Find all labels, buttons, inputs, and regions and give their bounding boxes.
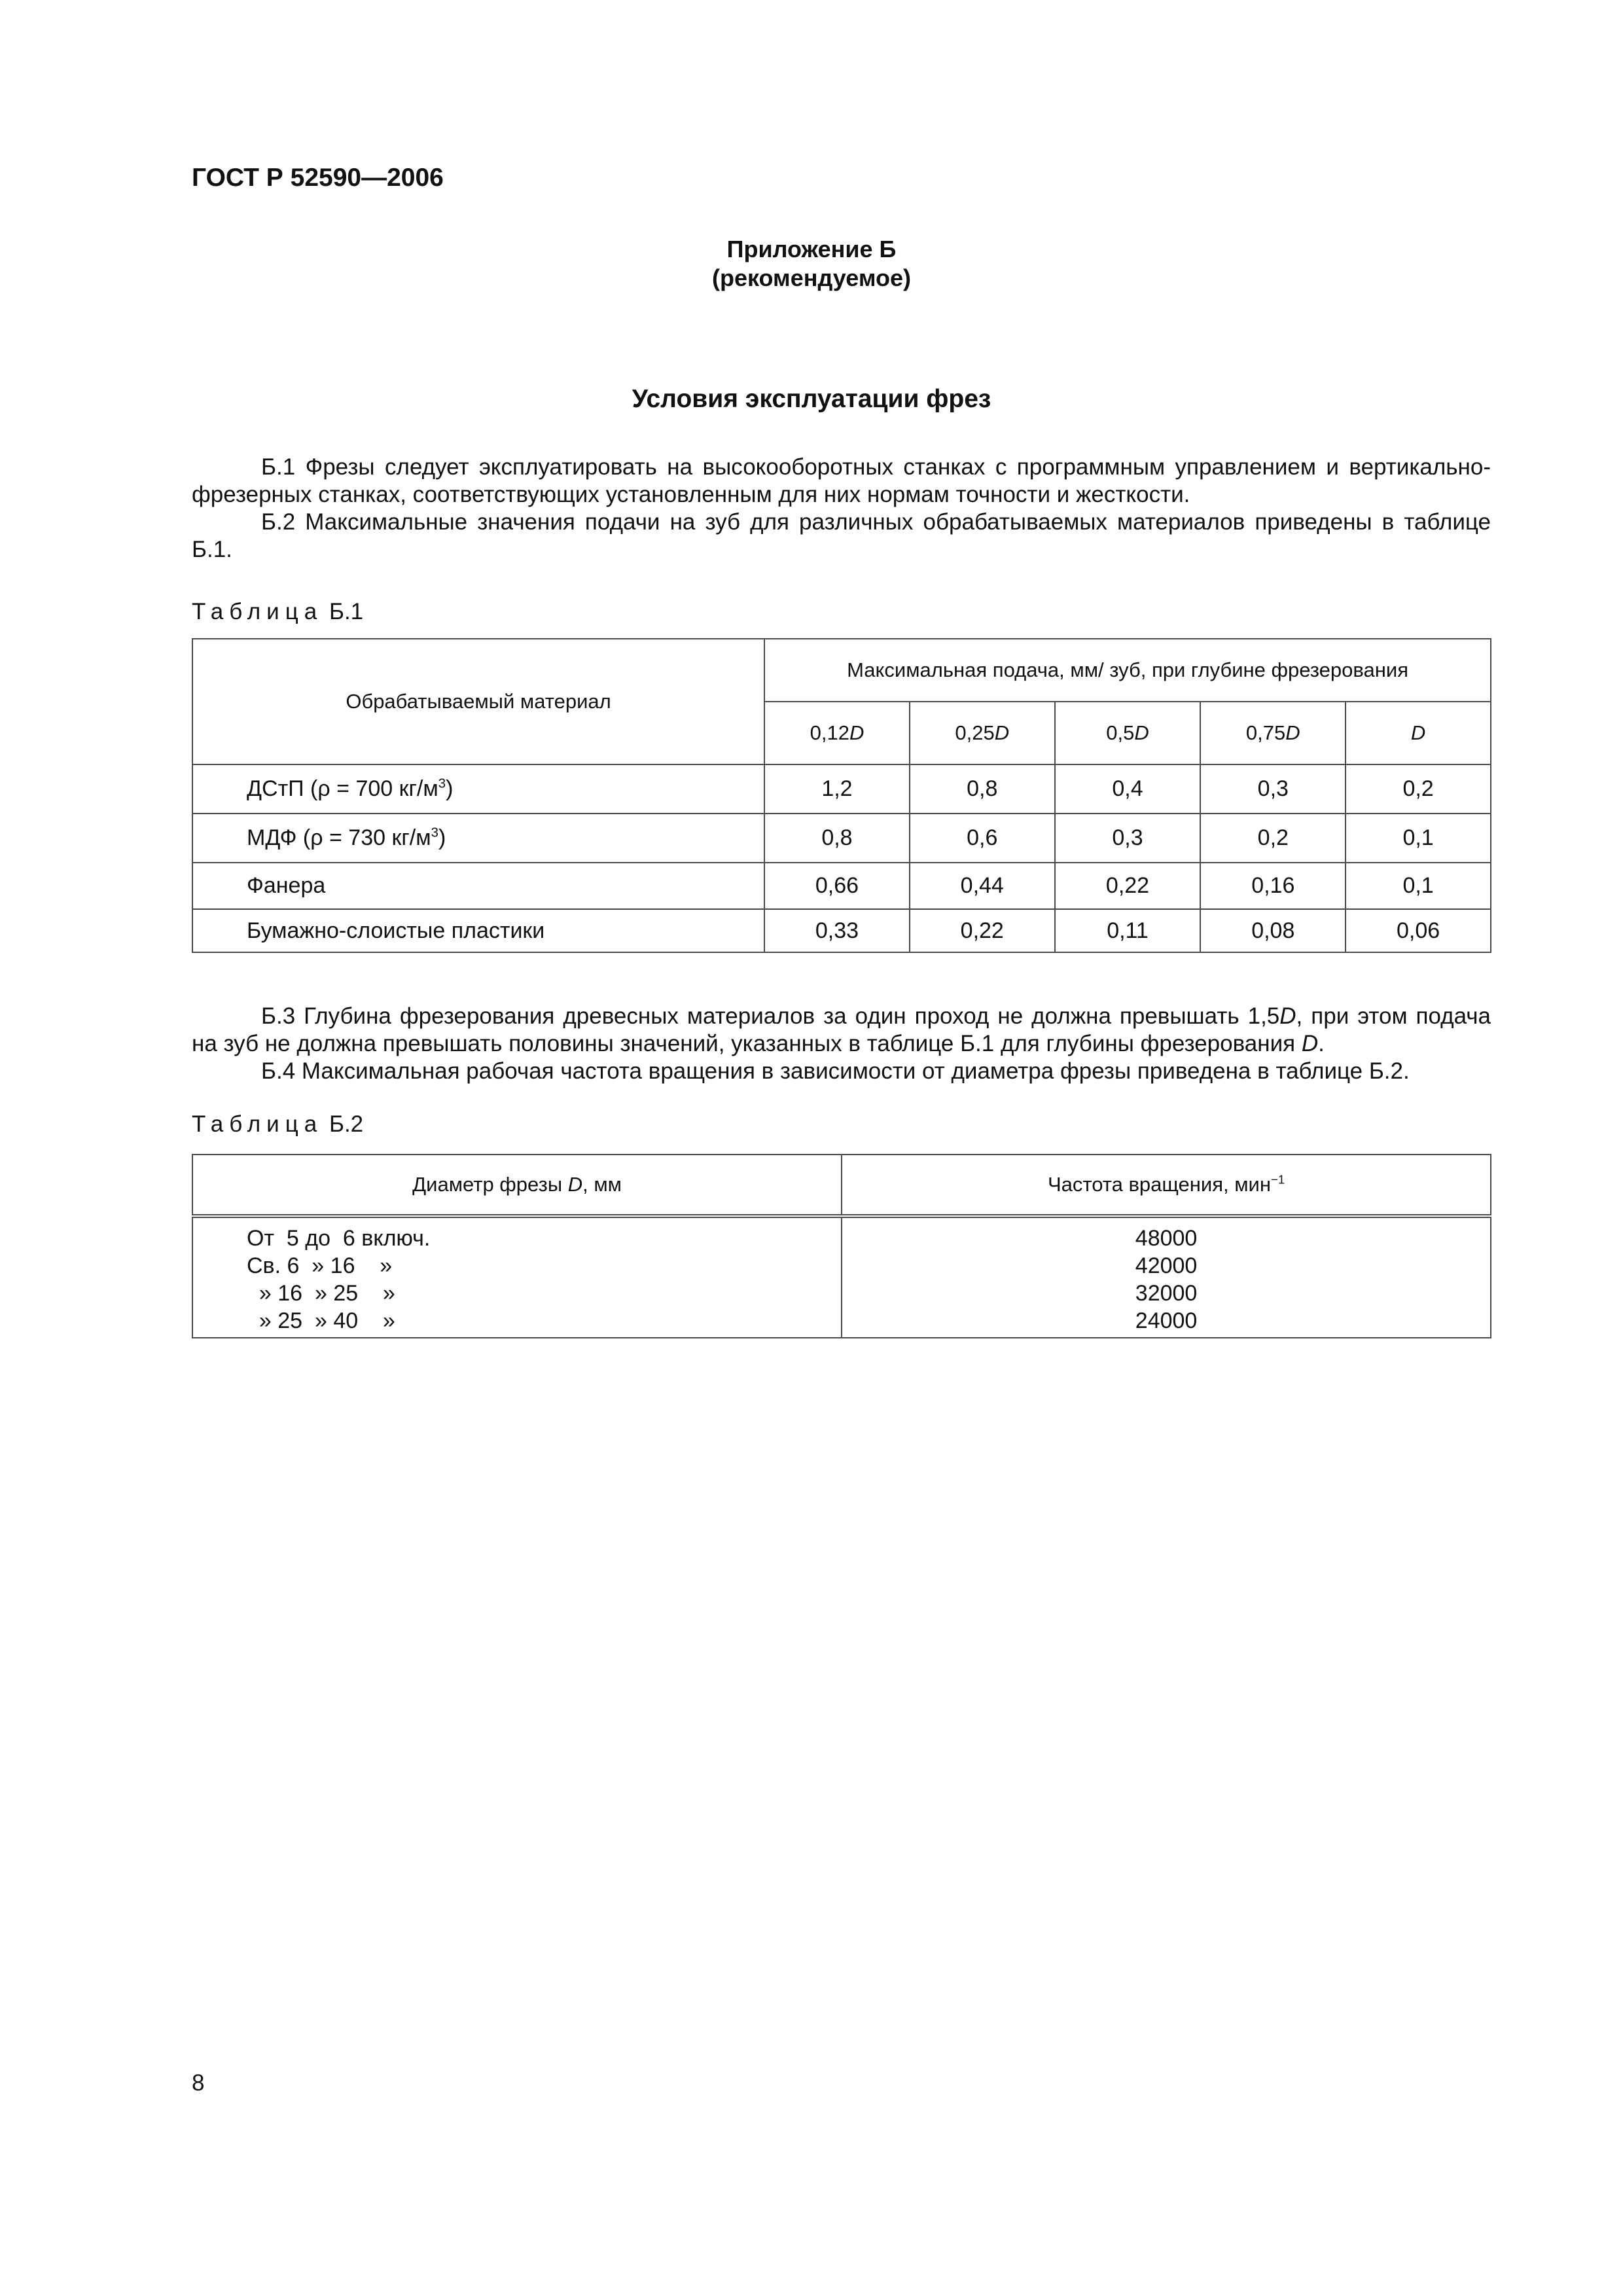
table-row	[192, 863, 1491, 909]
header-depth: 0,25D	[910, 702, 1055, 764]
annex-status: (рекомендуемое)	[712, 264, 911, 291]
annex-title: Приложение Б	[726, 236, 897, 262]
table-row	[192, 814, 1491, 863]
body-text-2	[192, 1003, 1491, 1085]
page-number: 8	[192, 2070, 205, 2096]
value-cell: 0,08	[1200, 909, 1346, 952]
paragraph-b1: Б.1 Фрезы следует эксплуатировать на высокооборотных станках с программным управлением и вертикально-фрезерных станках, соответствующих установленным для них нормам точности и жесткости.	[192, 454, 1491, 507]
value-cell: 0,2	[1346, 764, 1491, 814]
body-text-1	[192, 454, 1491, 564]
value-cell: 0,22	[1055, 863, 1201, 909]
paragraph-b3: Б.3 Глубина фрезерования древесных материалов за один проход не должна превышать 1,5D, при этом подача на зуб не должна превышать половины значений, указанных в таблице Б.1 для глубины фрезерования D.	[192, 1003, 1491, 1056]
table-b1	[192, 638, 1491, 953]
table-row	[192, 909, 1491, 952]
value-cell: 0,3	[1055, 814, 1201, 863]
header-rotation-speed: Частота вращения, мин$^{-1}$	[842, 1155, 1491, 1216]
table1-caption	[192, 599, 363, 625]
value-cell: 0,1	[1346, 863, 1491, 909]
material-cell: ДСтП (ρ = 700 $кг/м^3$)	[192, 764, 764, 814]
speed-cell	[842, 1216, 1491, 1338]
value-cell: 0,66	[764, 863, 910, 909]
header-material: Обрабатываемый материал	[192, 639, 764, 764]
value-cell: 0,44	[910, 863, 1055, 909]
paragraph-b2: Б.2 Максимальные значения подачи на зуб для различных обрабатываемых материалов приведены в таблице Б.1.	[192, 509, 1491, 562]
table2-caption-word: Таблица	[192, 1111, 323, 1137]
header-depth: 0,5D	[1055, 702, 1201, 764]
value-cell: 0,4	[1055, 764, 1201, 814]
value-cell: 0,33	[764, 909, 910, 952]
section-title: Условия эксплуатации фрез	[632, 385, 991, 413]
rotation-speed-value: 42000	[1135, 1253, 1198, 1278]
value-cell: 0,3	[1200, 764, 1346, 814]
header-max-feed: Максимальная подача, мм/ зуб, при глубине фрезерования	[764, 639, 1491, 702]
header-depth: D	[1346, 702, 1491, 764]
diameter-cell	[192, 1216, 842, 1338]
value-cell: 0,06	[1346, 909, 1491, 952]
header-depth: 0,12D	[764, 702, 910, 764]
diameter-range: Св. 6 » 16 »	[247, 1253, 393, 1278]
diameter-range: От 5 до 6 включ.	[247, 1226, 431, 1251]
table2-caption	[192, 1111, 363, 1138]
value-cell: 0,6	[910, 814, 1055, 863]
value-cell: 0,16	[1200, 863, 1346, 909]
rotation-speed-value: 32000	[1135, 1281, 1198, 1306]
value-cell: 0,8	[764, 814, 910, 863]
table-row	[192, 764, 1491, 814]
value-cell: 0,2	[1200, 814, 1346, 863]
document-code: ГОСТ Р 52590—2006	[192, 164, 444, 192]
diameter-range: » 16 » 25 »	[247, 1281, 395, 1306]
value-cell: 0,8	[910, 764, 1055, 814]
value-cell: 1,2	[764, 764, 910, 814]
material-cell: Бумажно-слоистые пластики	[192, 909, 764, 952]
value-cell: 0,22	[910, 909, 1055, 952]
value-cell: 0,11	[1055, 909, 1201, 952]
table-b2	[192, 1154, 1491, 1338]
paragraph-b4: Б.4 Максимальная рабочая частота вращения в зависимости от диаметра фрезы приведена в таблице Б.2.	[261, 1058, 1410, 1084]
table1-caption-number: Б.1	[329, 599, 364, 624]
material-cell: Фанера	[192, 863, 764, 909]
material-cell: МДФ (ρ = 730 $кг/м^3$)	[192, 814, 764, 863]
table1-caption-word: Таблица	[192, 599, 323, 624]
value-cell: 0,1	[1346, 814, 1491, 863]
diameter-range: » 25 » 40 »	[247, 1308, 395, 1333]
rotation-speed-value: 24000	[1135, 1308, 1198, 1333]
header-diameter: Диаметр фрезы D, мм	[192, 1155, 842, 1216]
rotation-speed-value: 48000	[1135, 1226, 1198, 1251]
header-depth: 0,75D	[1200, 702, 1346, 764]
table2-caption-number: Б.2	[329, 1111, 364, 1137]
